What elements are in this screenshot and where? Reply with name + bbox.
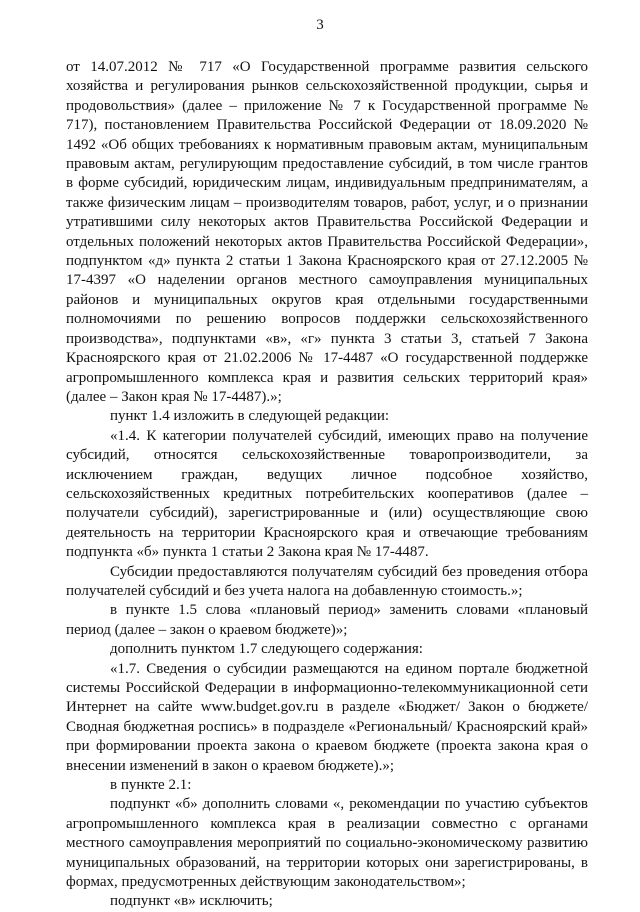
page-number: 3 — [316, 17, 324, 33]
document-body — [66, 58, 588, 912]
paragraph-subsidies: Субсидии предоставляются получателям субсидий без проведения отбора получателей субсидий и без учета налога на добавленную стоимость.»; — [66, 563, 588, 599]
paragraph-continuation: от 14.07.2012 № 717 «О Государственной программе развития сельского хозяйства и регулирования рынков сельскохозяйственной продукции, сырья и продовольствия» (далее – приложение № 7 к Государственной программе № 717), постановлением Правительства Российской Федерации от 18.09.2020 № 1492 «Об общих требованиях к нормативным правовым актам, муниципальным правовым актам, регулирующим предоставление субсидий, в том числе грантов в форме субсидий, юридическим лицам, индивидуальным предпринимателям, а также физическим лицам – производителям товаров, работ, услуг, и о признании утратившими силу некоторых актов Правительства Российской Федерации и отдельных положений некоторых актов Правительства Российской Федерации», подпунктом «д» пункта 2 статьи 1 Закона Красноярского края от 27.12.2005 № 17-4397 «О наделении органов местного самоуправления муниципальных районов и муниципальных округов края отдельными государственными полномочиями по решению вопросов поддержки сельскохозяйственного производства», подпунктами «в», «г» пункта 3 статьи 3, статьей 7 Закона Красноярского края от 21.02.2006 № 17-4487 «О государственной поддержке агропромышленного комплекса края и развития сельских территорий края» (далее – Закон края № 17-4487).»; — [66, 59, 588, 405]
paragraph-item-2-1-header: в пункте 2.1: — [110, 777, 192, 794]
paragraph-item-1-7-header: дополнить пунктом 1.7 следующего содержания: — [110, 641, 423, 658]
paragraph-item-1-4: «1.4. К категории получателей субсидий, имеющих право на получение субсидий, относятся сельскохозяйственные товаропроизводители, за исключением граждан, ведущих личное подсобное хозяйство, сельскохозяйственных кредитных потребительских кооперативов (далее – получатели субсидий), зарегистрированные и (или) осуществляющие свою деятельность на территории Красноярского края и отвечающие требованиям подпункта «б» пункта 1 статьи 2 Закона края № 17-4487. — [66, 427, 588, 561]
paragraph-item-1-5: в пункте 1.5 слова «плановый период» заменить словами «плановый период (далее – закон о краевом бюджете)»; — [66, 602, 588, 638]
paragraph-subitem-v: подпункт «в» исключить; — [110, 893, 273, 910]
paragraph-subitem-b: подпункт «б» дополнить словами «, рекомендации по участию субъектов агропромышленного комплекса края в реализации совместно с органами местного самоуправления мероприятий по социально-экономическому развитию муниципальных образований, на территории которых они зарегистрированы, в формах, предусмотренных действующим законодательством»; — [66, 796, 588, 891]
paragraph-item-1-7: «1.7. Сведения о субсидии размещаются на едином портале бюджетной системы Российской Федерации в информационно-телекоммуникационной сети Интернет на сайте www.budget.gov.ru в разделе «Бюджет/ Закон о бюджете/ Сводная бюджетная роспись» в подразделе «Региональный/ Красноярский край» при формировании проекта закона о краевом бюджете (проекта закона края о внесении изменений в закон о краевом бюджете).»; — [66, 660, 588, 774]
paragraph-item-1-4-header: пункт 1.4 изложить в следующей редакции: — [110, 408, 390, 425]
